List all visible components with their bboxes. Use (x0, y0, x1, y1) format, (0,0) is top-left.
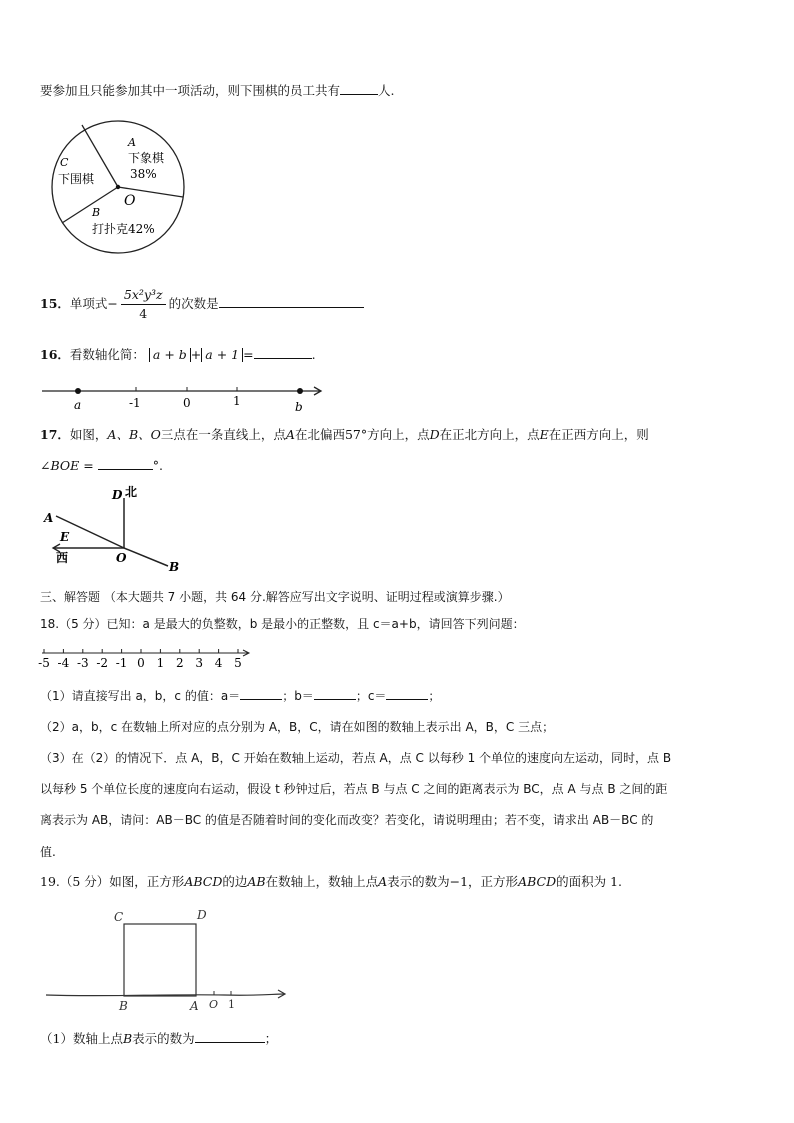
q19-axis-line (46, 994, 284, 996)
q17-ray-ob (124, 548, 168, 566)
pie-a-percent: 38% (130, 167, 157, 181)
q16-label-a: a (74, 398, 82, 412)
q15-blank[interactable] (219, 295, 364, 308)
q18-tick-label: 3 (195, 656, 204, 670)
q17-points: A、B、O (107, 427, 161, 442)
q16-point-a (75, 388, 81, 394)
q15-number: 15． (40, 296, 70, 311)
q17-point-e: E (539, 427, 549, 442)
pie-c-label: 下围棋 (58, 172, 95, 186)
q18-tick-label: 1 (156, 656, 165, 670)
q14-tail (40, 82, 395, 100)
q19-label-c: C (114, 910, 124, 924)
q19-square (124, 924, 196, 996)
q17-angle: ∠BOE = (40, 458, 94, 473)
q16-number-line (38, 382, 328, 414)
q15 (40, 285, 364, 323)
q19-label-o: O (209, 998, 219, 1011)
q18-blank-a[interactable] (240, 687, 282, 700)
q18-p1-end: ； (428, 689, 441, 703)
q18-p1-a: （1）请直接写出 a，b，c 的值：a＝ (40, 689, 241, 703)
q17-number: 17． (40, 427, 70, 442)
pie-radius-bc (62, 187, 118, 223)
q19-sub1-b: B (122, 1031, 133, 1046)
q18-p3-l3: 离表示为 AB，请问：AB－BC 的值是否随着时间的变化而改变？若变化，请说明理由；若不变，请求出 AB－BC 的 (40, 813, 654, 827)
q19-sub1-end: ； (264, 1031, 278, 1046)
q17-label-d: D (112, 488, 123, 502)
q16-number: 16． (40, 347, 70, 362)
q16-label-b: b (295, 400, 303, 414)
q16-period: . (311, 347, 316, 362)
q19-sq2: ABCD (518, 874, 557, 889)
q16-label-m1: -1 (129, 396, 141, 410)
q18-p3-l4: 值. (40, 845, 56, 859)
q18-tick-label: 2 (175, 656, 184, 670)
q19-blank[interactable] (195, 1030, 265, 1043)
q17-label-o: O (116, 551, 127, 565)
q17-label-e: E (60, 530, 70, 544)
q17-figure (40, 482, 190, 577)
q18-p2: （2）a，b，c 在数轴上所对应的点分别为 A，B，C，请在如图的数轴上表示出 A，B，C 三点； (40, 720, 555, 734)
q18-p3-l1: （3）在（2）的情况下．点 A，B，C 开始在数轴上运动，若点 A，点 C 以每秒 1 个单位的速度向左运动，同时，点 B (40, 751, 672, 765)
q15-prefix: 单项式 (69, 296, 108, 311)
q19-point-a: A (378, 874, 388, 889)
q17-text4: 在正北方向上，点 (439, 427, 540, 442)
q16 (40, 346, 316, 364)
q14-text-after: 人. (378, 83, 395, 98)
q18-p1-c: ；c＝ (355, 689, 387, 703)
q18-tick-label: -1 (115, 656, 128, 670)
q19-label-d: D (197, 908, 207, 922)
q15-denominator: 4 (139, 306, 148, 321)
q16-prefix: 看数轴化简： (69, 347, 145, 362)
q17-point-d: D (429, 427, 440, 442)
q16-label-1: 1 (233, 394, 241, 408)
q17-line1 (40, 426, 649, 444)
q16-point-b (297, 388, 303, 394)
q15-minus: − (107, 296, 118, 311)
q17-line2 (40, 457, 163, 475)
pie-center-dot (116, 185, 120, 189)
q17-label-b: B (169, 560, 180, 574)
q17-label-a: A (44, 511, 54, 525)
q18-tick-label: 0 (137, 656, 145, 670)
q18-title: 18.（5 分）已知：a 是最大的负整数，b 是最小的正整数，且 c＝a+b，请回答下列问题： (40, 617, 525, 631)
q18-tick-label: -4 (57, 656, 70, 670)
q15-fraction (121, 286, 166, 323)
q19-ab: AB (247, 874, 266, 889)
q16-blank[interactable] (254, 346, 312, 359)
q19-sq1: ABCD (184, 874, 223, 889)
q17-text5: 在正西方向上，则 (548, 427, 649, 442)
q16-label-0: 0 (183, 396, 191, 410)
q17-text1: 如图， (69, 427, 108, 442)
q14-blank[interactable] (340, 82, 378, 95)
q19-figure (44, 904, 294, 1012)
pie-a-label: 下象棋 (128, 151, 165, 165)
q19-text4: 表示的数为−1，正方形 (387, 874, 519, 889)
pie-c-letter: C (60, 156, 69, 169)
section3-heading: 三、解答题 （本大题共 7 小题，共 64 分.解答应写出文字说明、证明过程或演算步骤.） (40, 590, 510, 604)
q16-equals: = (243, 347, 254, 362)
q19-label-1: 1 (228, 998, 235, 1011)
q19-label-b: B (119, 999, 128, 1012)
q18-p1-b: ；b＝ (282, 689, 314, 703)
q18-tick-label: -5 (38, 656, 50, 670)
q18-tick-label: -2 (96, 656, 109, 670)
q18-tick-label: 4 (214, 656, 223, 670)
q19-sub1-a: （1）数轴上点 (40, 1031, 123, 1046)
q15-numerator: 5x²y³z (121, 286, 166, 305)
q18-tick-label: 5 (234, 656, 242, 670)
q14-text: 要参加且只能参加其中一项活动，则下围棋的员工共有 (40, 83, 341, 98)
q19-text2: 的边 (222, 874, 248, 889)
q18-blank-b[interactable] (314, 687, 356, 700)
q16-plus: + (190, 347, 202, 362)
q17-degree: °. (152, 458, 163, 473)
q18-tick-label: -3 (76, 656, 89, 670)
pie-b-letter: B (92, 206, 101, 219)
q17-label-north: 北 (125, 485, 138, 499)
q17-text3: 在北偏西57°方向上，点 (294, 427, 430, 442)
q16-abs1: a + b (149, 348, 191, 362)
pie-figure (44, 115, 194, 265)
q18-blank-c[interactable] (386, 687, 428, 700)
q17-label-west: 西 (56, 551, 69, 565)
q18-p1 (40, 687, 440, 705)
q19-text1: 19.（5 分）如图，正方形 (40, 874, 185, 889)
pie-a-letter: A (128, 136, 136, 149)
q19-text3: 在数轴上，数轴上点 (265, 874, 379, 889)
q19-label-a: A (190, 999, 199, 1012)
q17-point-a: A (285, 427, 295, 442)
q17-text2: 三点在一条直线上，点 (160, 427, 286, 442)
q17-blank[interactable] (98, 457, 153, 470)
pie-center-label: O (124, 193, 136, 209)
q19-sub1-c: 表示的数为 (132, 1031, 195, 1046)
pie-b-label: 打扑克42% (92, 222, 155, 236)
q18-p3-l2: 以每秒 5 个单位长度的速度向右运动，假设 t 秒钟过后，若点 B 与点 C 之间的距离表示为 BC，点 A 与点 B 之间的距 (40, 782, 668, 796)
q18-number-line (36, 645, 256, 673)
q18-ticks (38, 649, 242, 670)
q16-abs2: a + 1 (201, 348, 243, 362)
q19-sub1 (40, 1030, 277, 1048)
q15-suffix: 的次数是 (168, 296, 219, 311)
q19-title (40, 873, 622, 891)
q19-text5: 的面积为 1. (556, 874, 622, 889)
